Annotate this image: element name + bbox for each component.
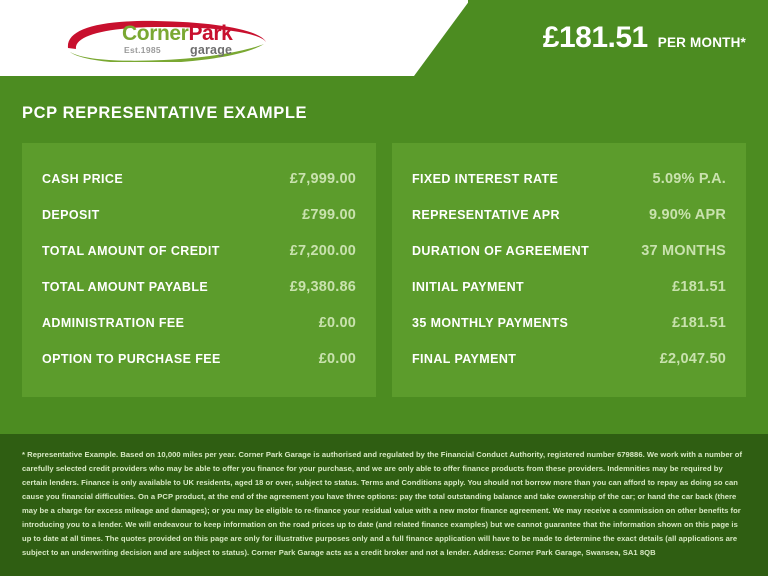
row-label: CASH PRICE [42,172,124,186]
logo-corner-text: Corner [122,22,189,45]
row-value: £799.00 [302,207,356,223]
row-label: FINAL PAYMENT [412,352,517,366]
logo-established-text: Est.1985 [124,45,161,55]
row-value: £7,999.00 [289,171,356,187]
row-value: £181.51 [672,315,726,331]
finance-details-panels [0,123,768,397]
table-row [42,305,356,341]
price-amount: £181.51 [542,21,648,54]
row-label: 35 MONTHLY PAYMENTS [412,316,569,330]
row-value: £9,380.86 [289,279,356,295]
row-value: 9.90% APR [648,207,726,223]
page-title: PCP REPRESENTATIVE EXAMPLE [22,104,308,122]
table-row [42,233,356,269]
row-value: 37 MONTHS [641,243,726,259]
table-row [412,269,726,305]
table-row [412,161,726,197]
table-row [412,305,726,341]
row-value: £0.00 [318,315,356,331]
row-label: DURATION OF AGREEMENT [412,244,590,258]
logo-park-text: Park [188,22,233,45]
row-value: £0.00 [318,351,356,367]
row-label: FIXED INTEREST RATE [412,172,559,186]
row-label: DEPOSIT [42,208,100,222]
page-header [0,0,768,76]
corner-park-garage-logo[interactable] [60,14,280,64]
legal-disclaimer: * Representative Example. Based on 10,000 miles per year. Corner Park Garage is authorised and regulated by the Financial Conduct Authority, registered number 679886. We work with a number of carefully selected credit providers who may be able to offer you finance for your purchase, and we are only able to offer finance products from these providers. Indemnities may be required by certain lenders. Finance is only available to UK residents, aged 18 or over, subject to status. Terms and Conditions apply. You should not borrow more than you can afford to repay as doing so can cause you financial difficulties. On a PCP product, at the end of the agreement you have three options: pay the total outstanding balance and take ownership of the car; or hand the car back (there may be a charge for excess mileage and damages); or you may be eligible to re-finance your residual value with a new motor finance agreement. We may receive a commission on other benefits for introducing you to a lender. We will endeavour to keep information on the road prices up to date (and related finance examples) but we cannot guarantee that the information shown on this page is up to date at all times. The quotes provided on this page are only for illustrative purposes only and a full finance application will have to be made to determine the exact details (all applications are subject to an underwriting decision and are subject to status). Corner Park Garage acts as a credit broker and not a lender. Address: Corner Park Garage, Swansea, SA1 8QB [0,434,768,576]
table-row [412,341,726,377]
finance-panel-right [392,143,746,397]
row-label: ADMINISTRATION FEE [42,316,185,330]
row-value: £2,047.50 [659,351,726,367]
table-row [42,269,356,305]
table-row [412,197,726,233]
price-period-label: PER MONTH* [657,34,746,50]
table-row [42,161,356,197]
row-label: TOTAL AMOUNT OF CREDIT [42,244,220,258]
finance-panel-left [22,143,376,397]
row-label: OPTION TO PURCHASE FEE [42,352,221,366]
table-row [42,197,356,233]
table-row [42,341,356,377]
row-value: £7,200.00 [289,243,356,259]
table-row [412,233,726,269]
row-label: REPRESENTATIVE APR [412,208,560,222]
monthly-price-banner [468,0,768,76]
row-value: 5.09% P.A. [652,171,726,187]
logo-garage-text: garage [190,43,233,57]
row-label: TOTAL AMOUNT PAYABLE [42,280,209,294]
row-value: £181.51 [672,279,726,295]
row-label: INITIAL PAYMENT [412,280,525,294]
